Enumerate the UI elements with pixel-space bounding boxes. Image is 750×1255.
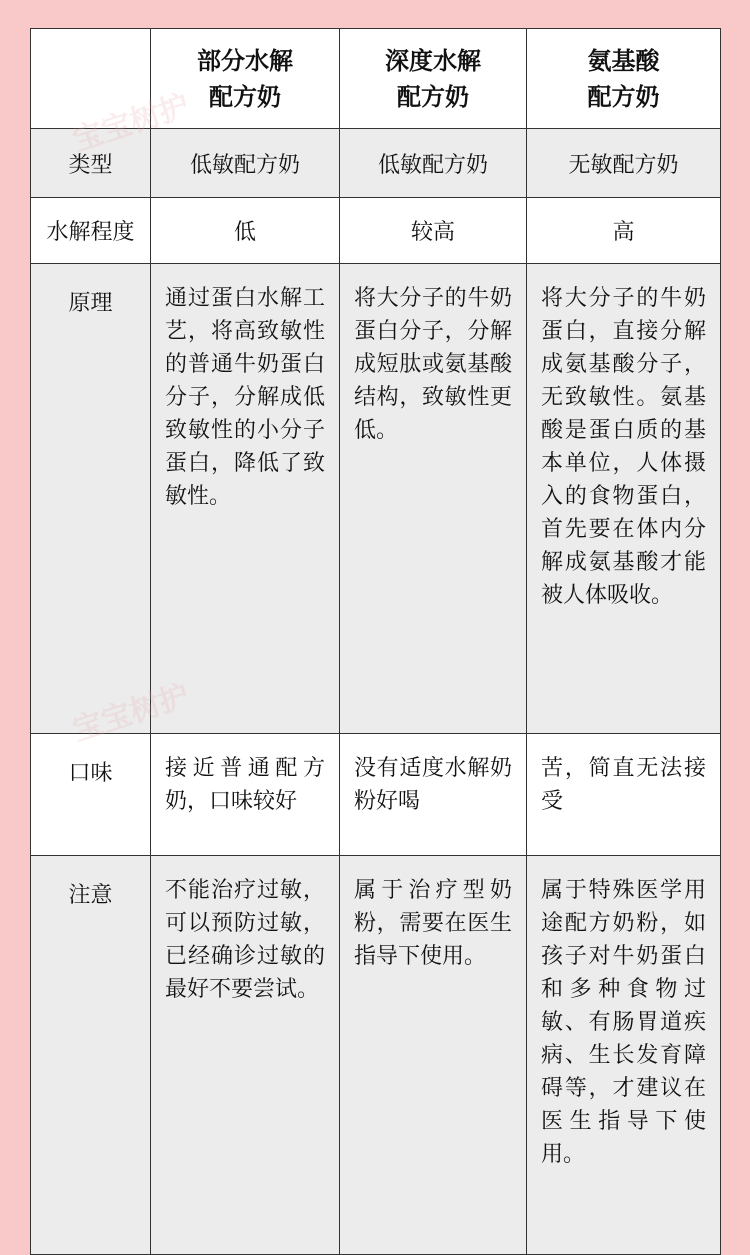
table-cell: 属于特殊医学用途配方奶粉，如孩子对牛奶蛋白和多种食物过敏、有肠胃道疾病、生长发育障碍等，才建议在医生指导下使用。 [527,856,721,1255]
row-label: 口味 [31,734,151,856]
table-cell: 低敏配方奶 [340,129,527,198]
header-row [31,29,721,129]
header-line: 深度水解 [385,46,481,75]
table-cell: 较高 [340,198,527,264]
table-cell: 将大分子的牛奶蛋白分子，分解成短肽或氨基酸结构，致敏性更低。 [340,264,527,734]
formula-comparison-table [30,28,721,1255]
header-line: 部分水解 [197,46,293,75]
row-label: 水解程度 [31,198,151,264]
table-cell: 苦，简直无法接受 [527,734,721,856]
header-extensively-hydrolyzed [340,29,527,129]
table-cell: 通过蛋白水解工艺，将高致敏性的普通牛奶蛋白分子，分解成低致敏性的小分子蛋白，降低了致敏性。 [151,264,340,734]
row-label: 注意 [31,856,151,1255]
header-line: 配方奶 [209,82,281,111]
table-row-principle [31,264,721,734]
table-cell: 属于治疗型奶粉，需要在医生指导下使用。 [340,856,527,1255]
table-row-taste [31,734,721,856]
watermark-logo: 宝宝树护 [68,88,194,159]
table-cell: 无敏配方奶 [527,129,721,198]
table-cell: 不能治疗过敏，可以预防过敏，已经确诊过敏的最好不要尝试。 [151,856,340,1255]
table-cell: 低 [151,198,340,264]
comparison-table-card [30,28,720,1170]
table-cell: 将大分子的牛奶蛋白，直接分解成氨基酸分子，无致敏性。氨基酸是蛋白质的基本单位，人体摄入的食物蛋白，首先要在体内分解成氨基酸才能被人体吸收。 [527,264,721,734]
table-cell: 没有适度水解奶粉好喝 [340,734,527,856]
table-cell: 高 [527,198,721,264]
watermark-logo: 宝宝树护 [68,678,194,749]
header-line: 配方奶 [397,82,469,111]
header-empty-cell [31,29,151,129]
table-row-degree [31,198,721,264]
header-line: 氨基酸 [587,46,660,75]
table-cell: 低敏配方奶 [151,129,340,198]
table-row-note [31,856,721,1255]
table-cell: 接近普通配方奶，口味较好 [151,734,340,856]
row-label: 原理 [31,264,151,734]
row-label: 类型 [31,129,151,198]
header-partial-hydrolyzed [151,29,340,129]
header-line: 配方奶 [587,82,660,111]
table-row-type [31,129,721,198]
header-amino-acid [527,29,721,129]
